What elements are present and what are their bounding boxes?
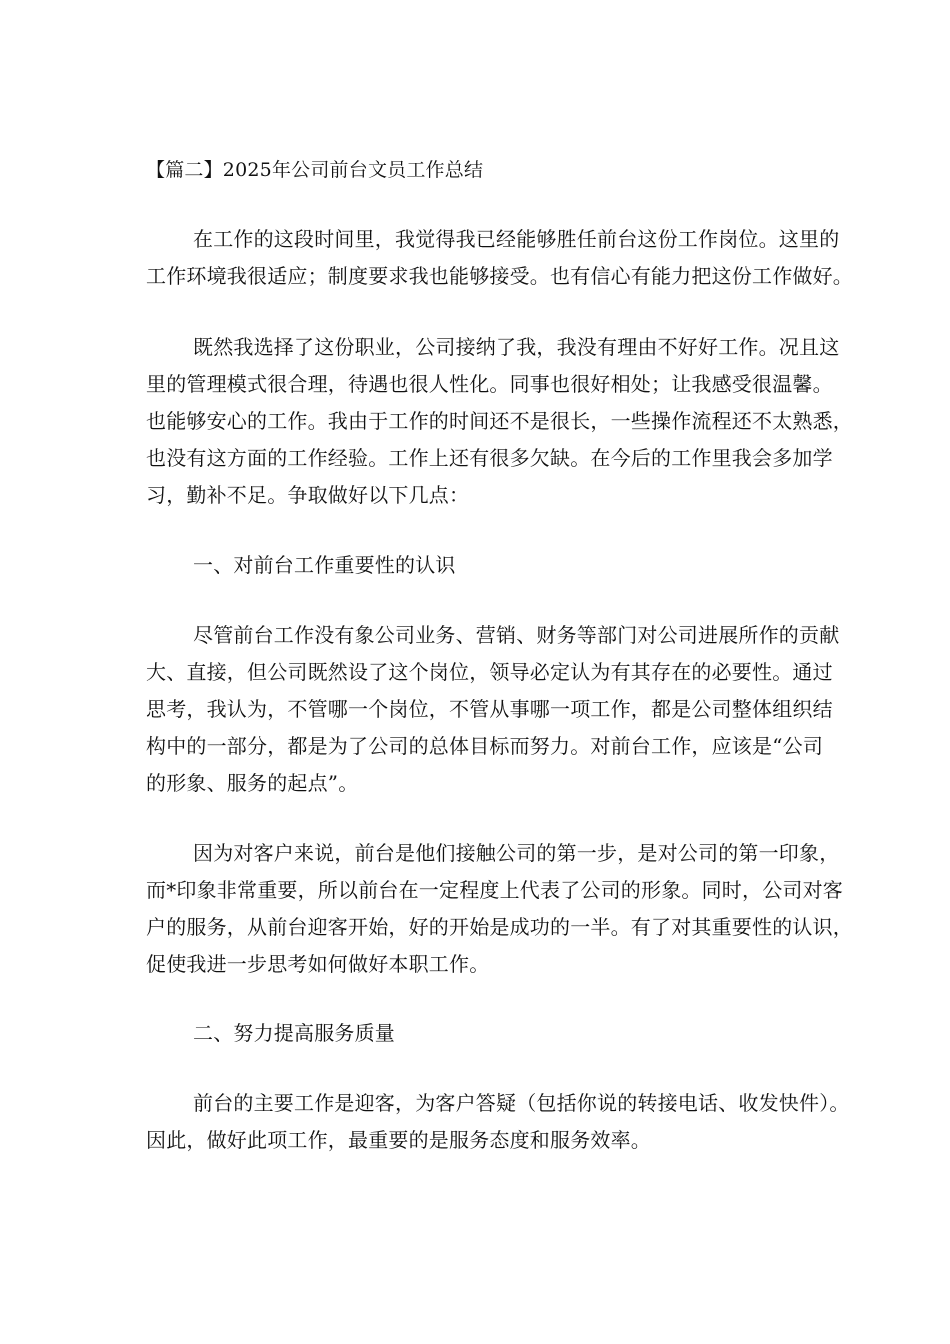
paragraph-4-line-2: 而*印象非常重要，所以前台在一定程度上代表了公司的形象。同时，公司对客: [146, 878, 843, 902]
paragraph-2-line-4: 也没有这方面的工作经验。工作上还有很多欠缺。在今后的工作里我会多加学: [146, 446, 833, 470]
paragraph-1-line-1: 在工作的这段时间里，我觉得我已经能够胜任前台这份工作岗位。这里的: [193, 227, 840, 251]
paragraph-3-line-4: 构中的一部分，都是为了公司的总体目标而努力。对前台工作，应该是“公司: [146, 734, 824, 758]
document-title: 【篇二】2025年公司前台文员工作总结: [146, 159, 484, 181]
paragraph-4-line-3: 户的服务，从前台迎客开始，好的开始是成功的一半。有了对其重要性的认识，: [146, 915, 853, 939]
paragraph-4-line-1: 因为对客户来说，前台是他们接触公司的第一步，是对公司的第一印象，: [193, 841, 840, 865]
paragraph-2-line-2: 里的管理模式很合理，待遇也很人性化。同事也很好相处；让我感受很温馨。: [146, 372, 833, 396]
paragraph-4-line-4: 促使我进一步思考如何做好本职工作。: [146, 952, 490, 976]
paragraph-2-line-1: 既然我选择了这份职业，公司接纳了我，我没有理由不好好工作。况且这: [193, 335, 840, 359]
paragraph-3-line-5: 的形象、服务的起点”。: [146, 771, 359, 795]
paragraph-5-line-2: 因此，做好此项工作，最重要的是服务态度和服务效率。: [146, 1128, 651, 1152]
paragraph-3-line-2: 大、直接，但公司既然设了这个岗位，领导必定认为有其存在的必要性。通过: [146, 660, 833, 684]
paragraph-1-line-2: 工作环境我很适应；制度要求我也能够接受。也有信心有能力把这份工作做好。: [146, 264, 853, 288]
paragraph-3-line-3: 思考，我认为，不管哪一个岗位，不管从事哪一项工作，都是公司整体组织结: [146, 697, 833, 721]
paragraph-5-line-1: 前台的主要工作是迎客，为客户答疑（包括你说的转接电话、收发快件）。: [193, 1091, 850, 1115]
section-heading-2: 二、努力提高服务质量: [193, 1021, 395, 1045]
paragraph-3-line-1: 尽管前台工作没有象公司业务、营销、财务等部门对公司进展所作的贡献: [193, 623, 840, 647]
section-heading-1: 一、对前台工作重要性的认识: [193, 553, 456, 577]
paragraph-2-line-3: 也能够安心的工作。我由于工作的时间还不是很长，一些操作流程还不太熟悉，: [146, 409, 853, 433]
paragraph-2-line-5: 习，勤补不足。争取做好以下几点：: [146, 483, 470, 507]
